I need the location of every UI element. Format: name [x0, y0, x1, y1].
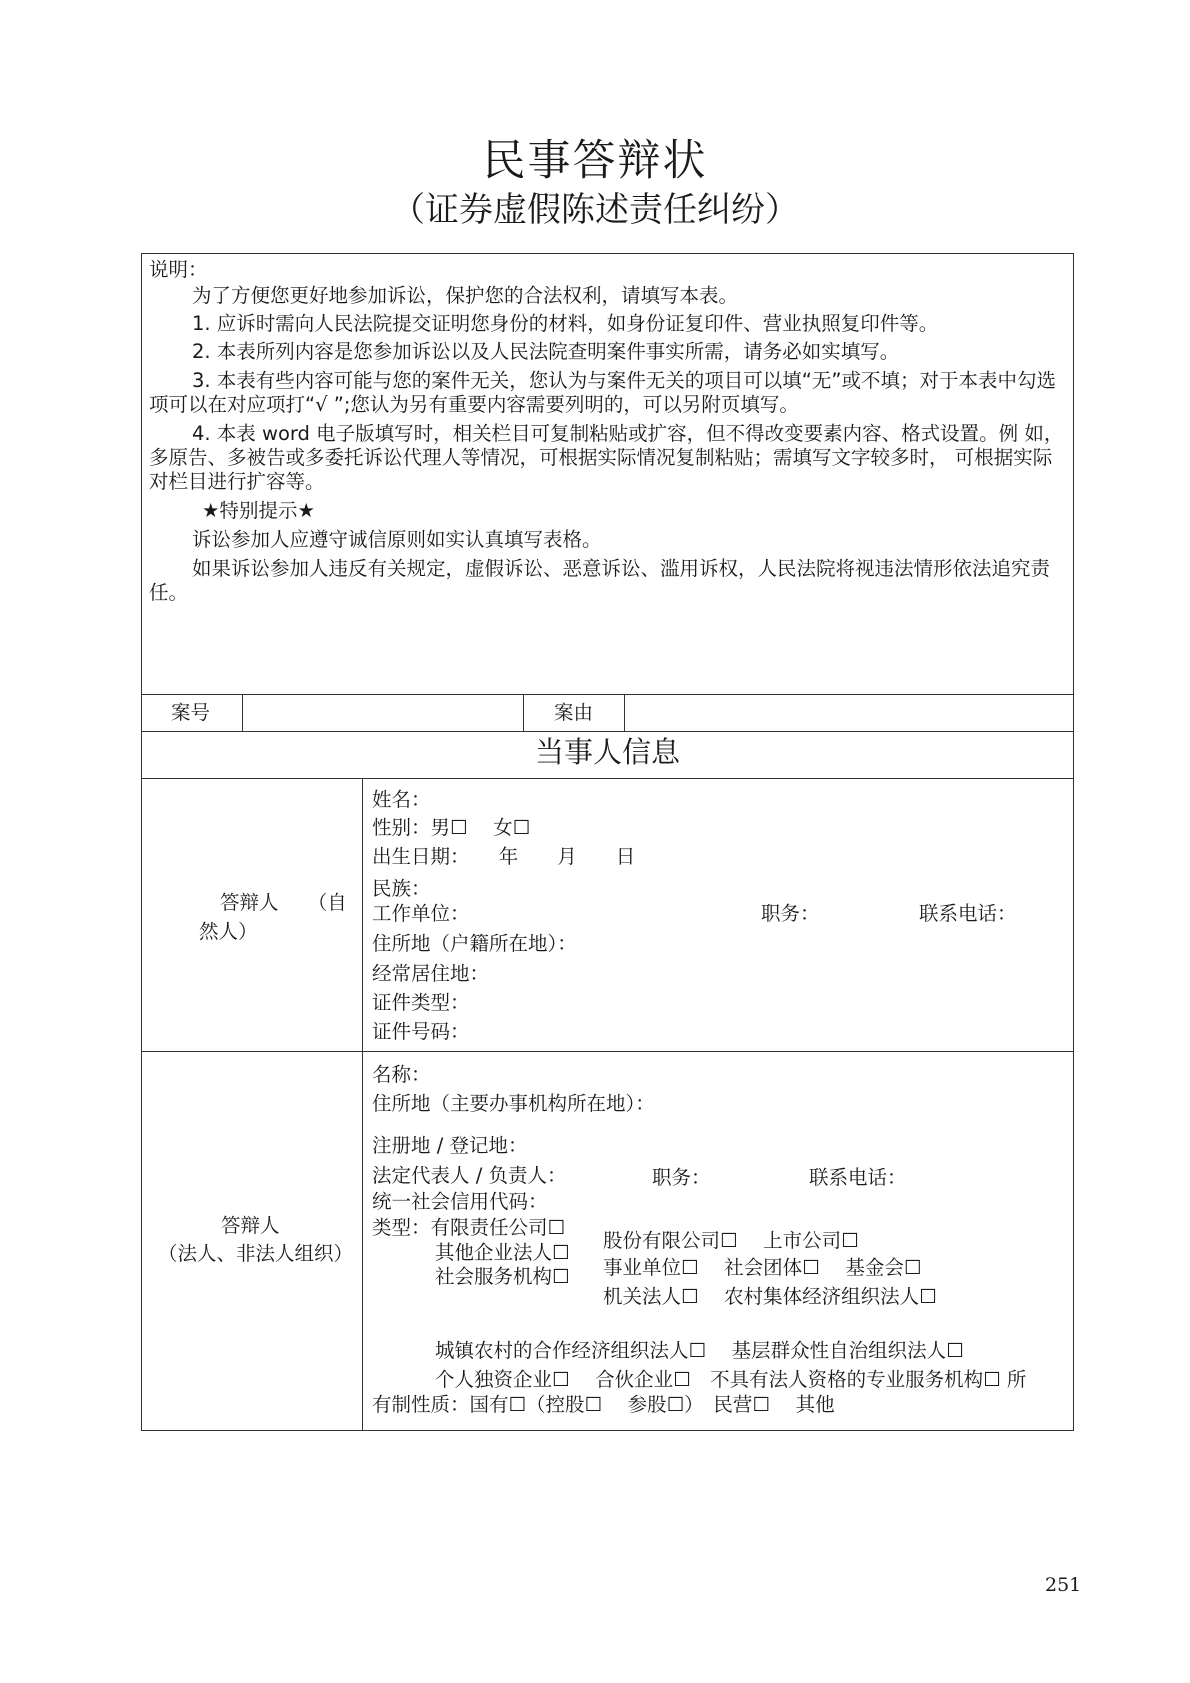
notes-heading: 说明： — [149, 258, 208, 281]
divider-line — [523, 694, 524, 731]
org-type-options[interactable]: 事业单位☐ 社会团体☐ 基金会☐ — [603, 1256, 922, 1279]
representative-field[interactable]: 法定代表人 / 负责人： — [372, 1164, 567, 1187]
case-cause-field[interactable] — [635, 696, 1065, 728]
org-type-options[interactable]: 股份有限公司☐ 上市公司☐ — [603, 1229, 859, 1252]
registration-field[interactable]: 注册地 / 登记地： — [372, 1134, 528, 1157]
special-notice-text-1: 诉讼参加人应遵守诚信原则如实认真填写表格。 — [192, 528, 602, 551]
case-number-label: 案号 — [171, 701, 211, 724]
residence-field[interactable]: 经常居住地： — [372, 962, 490, 985]
divider-line — [624, 694, 625, 731]
org-type-options[interactable]: 城镇农村的合作经济组织法人☐ 基层群众性自治组织法人☐ — [435, 1339, 964, 1362]
notes-item-1: 1. 应诉时需向人民法院提交证明您身份的材料，如身份证复印件、营业执照复印件等。 — [192, 312, 939, 335]
credit-code-field[interactable]: 统一社会信用代码： — [372, 1190, 548, 1213]
ownership-field[interactable]: 有制性质：国有☐（控股☐ 参股☐） 民营☐ 其他 — [372, 1393, 835, 1416]
id-type-field[interactable]: 证件类型： — [372, 991, 470, 1014]
org-type-options[interactable]: 社会服务机构☐ — [435, 1265, 570, 1288]
legal-person-label-cont: （法人、非法人组织） — [158, 1242, 354, 1265]
natural-person-label: 答辩人 （自 — [220, 891, 347, 914]
divider-line — [141, 778, 1074, 779]
org-type-options[interactable]: 机关法人☐ 农村集体经济组织法人☐ — [603, 1285, 937, 1308]
org-domicile-field[interactable]: 住所地（主要办事机构所在地）： — [372, 1092, 655, 1115]
org-phone-field[interactable]: 联系电话： — [809, 1166, 907, 1189]
name-field[interactable]: 姓名： — [372, 788, 431, 811]
special-notice-text-2: 如果诉讼参加人违反有关规定，虚假诉讼、恶意诉讼、滥用诉权，人民法院将视违法情形依法追究责任。 — [149, 557, 1051, 604]
natural-person-label-cont: 然人） — [199, 920, 258, 943]
id-number-field[interactable]: 证件号码： — [372, 1020, 470, 1043]
employer-field[interactable]: 工作单位： — [372, 902, 470, 925]
notes-item-4: 4. 本表 word 电子版填写时，相关栏目可复制粘贴或扩容，但不得改变要素内容、格式设置。例 如，多原告、多被告或多委托诉讼代理人等情况，可根据实际情况复制粘贴；需填写文字较多时， 可根据实际对栏目进行扩容等。 — [149, 422, 1064, 493]
document-subtitle: （证券虚假陈述责任纠纷） — [391, 190, 799, 230]
divider-line — [141, 694, 1074, 695]
ethnicity-field[interactable]: 民族： — [372, 877, 431, 900]
page-number: 251 — [1045, 1574, 1082, 1596]
domicile-field[interactable]: 住所地（户籍所在地）： — [372, 932, 577, 955]
case-cause-label: 案由 — [554, 701, 594, 724]
divider-line — [242, 694, 243, 731]
divider-line — [362, 778, 363, 1431]
notes-item-3: 3. 本表有些内容可能与您的案件无关，您认为与案件无关的项目可以填“无”或不填；对于本表中勾选项可以在对应项打“√ ”;您认为另有重要内容需要列明的，可以另附页填写。 — [149, 369, 1057, 416]
section-title: 当事人信息 — [534, 735, 680, 769]
document-title: 民事答辩状 — [482, 136, 708, 186]
birth-date-field[interactable]: 出生日期： 年 月 日 — [372, 845, 636, 868]
org-position-field[interactable]: 职务： — [652, 1166, 711, 1189]
gender-field[interactable]: 性别：男☐ 女☐ — [372, 816, 531, 839]
org-type-label[interactable]: 类型：有限责任公司☐ — [372, 1216, 565, 1239]
notes-item-2: 2. 本表所列内容是您参加诉讼以及人民法院查明案件事实所需，请务必如实填写。 — [192, 340, 900, 363]
org-type-options[interactable]: 其他企业法人☐ — [435, 1241, 570, 1264]
divider-line — [141, 731, 1074, 732]
org-type-options[interactable]: 个人独资企业☐ 合伙企业☐ 不具有法人资格的专业服务机构☐ 所 — [435, 1368, 1027, 1391]
phone-field[interactable]: 联系电话： — [919, 902, 1017, 925]
org-name-field[interactable]: 名称： — [372, 1063, 431, 1086]
divider-line — [141, 1051, 1074, 1052]
case-number-field[interactable] — [254, 696, 514, 728]
position-field[interactable]: 职务： — [761, 902, 820, 925]
notes-intro: 为了方便您更好地参加诉讼，保护您的合法权利，请填写本表。 — [192, 284, 739, 307]
special-notice-heading: ★特别提示★ — [202, 499, 315, 522]
legal-person-label: 答辩人 — [221, 1214, 280, 1237]
